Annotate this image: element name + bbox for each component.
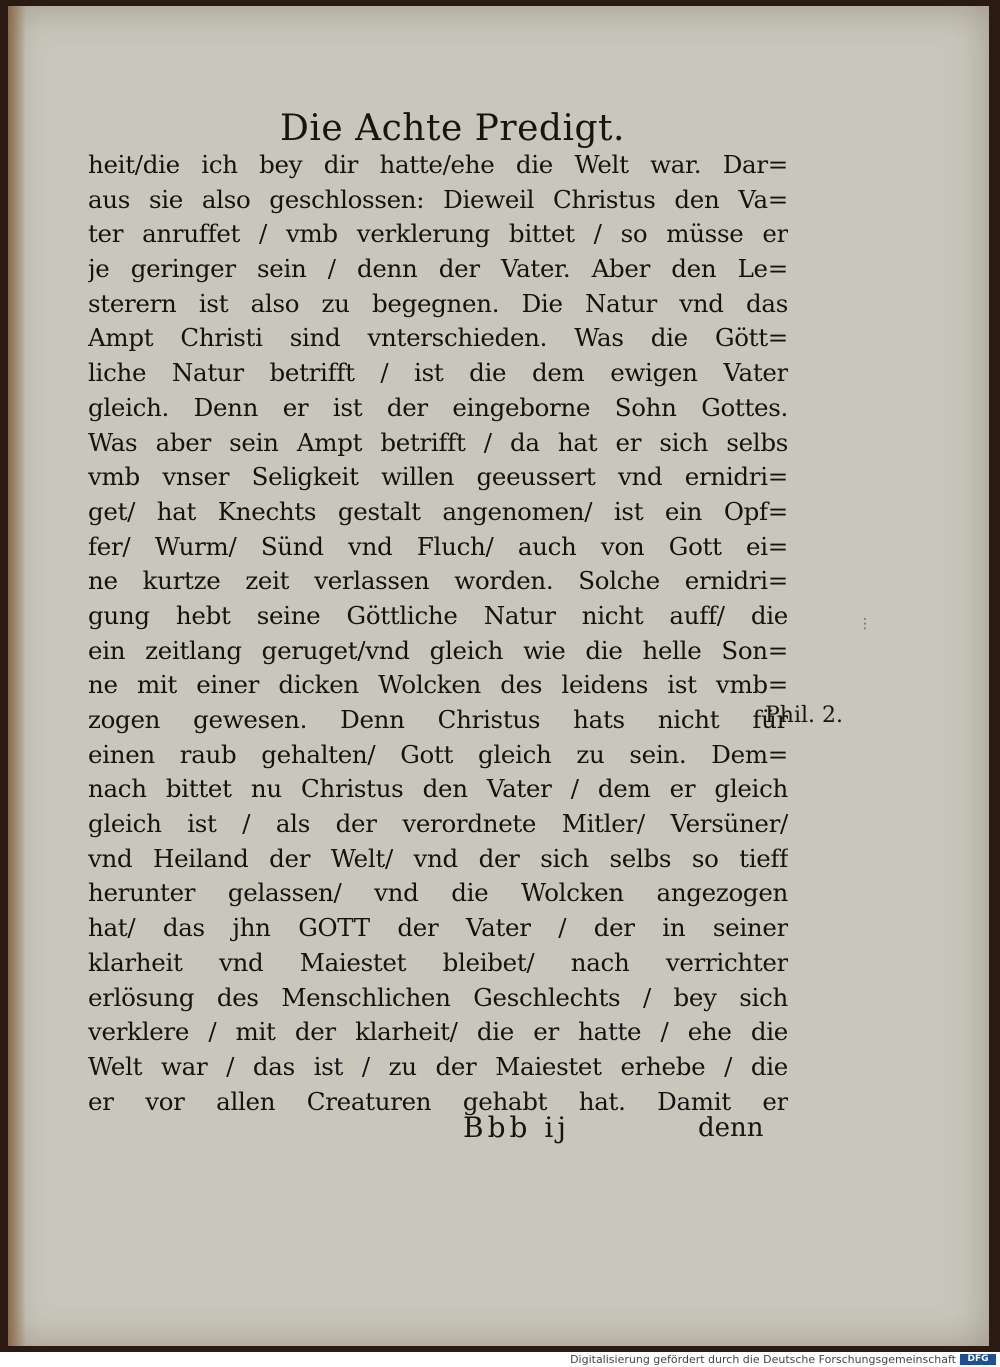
signature-mark: Bbb ij [463, 1111, 570, 1144]
text-line: zogen gewesen. Denn Christus hats nicht für [88, 705, 788, 734]
text-line: Was aber sein Ampt betrifft / da hat er sich selbs [88, 427, 788, 457]
text-line: liche Natur betrifft / ist die dem ewigen Vater [88, 358, 788, 388]
text-line: hat/ das jhn GOTT der Vater / der in seiner [88, 913, 788, 943]
text-line: Welt war / das ist / zu der Maiestet erhebe / die [88, 1051, 788, 1081]
text-line: aus sie also geschlossen: Dieweil Christus den Va= [88, 184, 788, 214]
text-line: vnd Heiland der Welt/ vnd der sich selbs so tieff [88, 843, 788, 873]
text-line: vmb vnser Seligkeit willen geeussert vnd ernidri= [88, 462, 788, 492]
text-line: einen raub gehalten/ Gott gleich zu sein. Dem= [88, 739, 788, 769]
text-line: gleich ist / als der verordnete Mitler/ Versüner/ [88, 809, 788, 839]
dfg-logo: DFG [960, 1354, 996, 1365]
text-line: sterern ist also zu begegnen. Die Natur vnd das [88, 288, 788, 318]
text-line: je geringer sein / denn der Vater. Aber den Le= [88, 254, 788, 284]
text-line: herunter gelassen/ vnd die Wolcken angezogen [88, 878, 788, 908]
text-line: Ampt Christi sind vnterschieden. Was die Gött= [88, 323, 788, 353]
catchword: denn [698, 1113, 764, 1143]
text-line: ter anruffet / vmb verklerung bittet / so müsse er [88, 219, 788, 249]
paper-specks: ⋮ [858, 616, 872, 632]
text-line: gung hebt seine Göttliche Natur nicht auff/ die [88, 600, 788, 630]
body-text [88, 148, 788, 1119]
text-line: ne mit einer dicken Wolcken des leidens ist vmb= [88, 670, 788, 700]
book-page [8, 6, 989, 1346]
text-line: verklere / mit der klarheit/ die er hatte / ehe die [88, 1017, 788, 1047]
text-line: klarheit vnd Maiestet bleibet/ nach verrichter [88, 947, 788, 977]
text-line: er vor allen Creaturen gehabt hat. Damit er [88, 1086, 788, 1116]
text-line: fer/ Wurm/ Sünd vnd Fluch/ auch von Gott ei= [88, 531, 788, 561]
text-line: ein zeitlang geruget/vnd gleich wie die helle Son= [88, 635, 788, 665]
footer-bar [0, 1352, 1000, 1367]
text-line: get/ hat Knechts gestalt angenomen/ ist ein Opf= [88, 496, 788, 526]
text-line: ne kurtze zeit verlassen worden. Solche ernidri= [88, 566, 788, 596]
running-head: Die Achte Predigt. [280, 108, 625, 149]
text-line: heit/die ich bey dir hatte/ehe die Welt war. Dar= [88, 150, 788, 179]
text-line: gleich. Denn er ist der eingeborne Sohn Gottes. [88, 392, 788, 422]
funding-credit: Digitalisierung gefördert durch die Deutsche Forschungsgemeinschaft [570, 1353, 956, 1366]
margin-note: Phil. 2. [765, 703, 844, 728]
text-line: erlösung des Menschlichen Geschlechts / bey sich [88, 982, 788, 1012]
text-line: nach bittet nu Christus den Vater / dem er gleich [88, 774, 788, 804]
